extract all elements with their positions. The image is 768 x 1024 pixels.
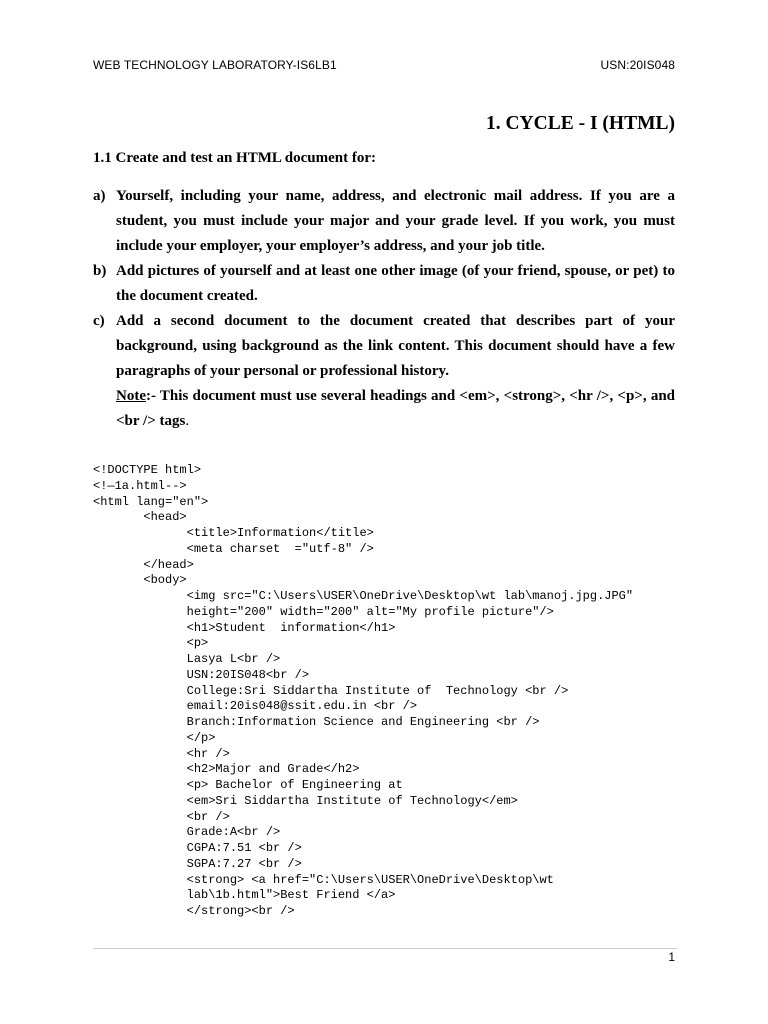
task-marker: a)	[93, 188, 106, 204]
page-number: 1	[668, 950, 675, 964]
usn-label: USN:20IS048	[600, 58, 675, 72]
note-end: .	[185, 413, 190, 429]
chapter-title: 1. CYCLE - I (HTML)	[485, 113, 675, 134]
note-text: :- This document must use several headings and <em>, <strong>, <hr />, <p>, and <br /> tags	[116, 388, 675, 429]
task-marker: b)	[93, 263, 107, 279]
page-header	[93, 58, 675, 72]
task-text: Add pictures of yourself and at least one other image (of your friend, spouse, or pet) to the document created.	[116, 263, 675, 304]
task-note	[93, 384, 675, 434]
footer-divider	[93, 948, 677, 949]
note-label: Note	[116, 388, 146, 404]
task-heading: 1.1 Create and test an HTML document for:	[93, 150, 377, 166]
task-item-c	[93, 309, 675, 384]
task-list	[93, 184, 675, 434]
code-listing: <!DOCTYPE html> <!—1a.html--> <html lang="en"> <head> <title>Information</title> <meta charset ="utf-8" /> </head> <body> <img src="C:\Users\USER\OneDrive\Desktop\wt lab\manoj.jpg.JPG" height="200" width="200" alt="My profile picture"/> <h1>Student information</h1> <p> Lasya L<br /> USN:20IS048<br /> College:Sri Siddartha Institute of Technology <br /> email:20is048@ssit.edu.in <br /> Branch:Information Science and Engineering <br /> </p> <hr /> <h2>Major and Grade</h2> <p> Bachelor of Engineering at <em>Sri Siddartha Institute of Technology</em> <br /> Grade:A<br /> CGPA:7.51 <br /> SGPA:7.27 <br /> <strong> <a href="C:\Users\USER\OneDrive\Desktop\wt lab\1b.html">Best Friend </a> </strong><br />	[93, 463, 634, 918]
task-text: Yourself, including your name, address, and electronic mail address. If you are a student, you must include your major and your grade level. If you work, you must include your employer, your employer’s address, and your job title.	[116, 188, 675, 254]
task-item-a	[93, 184, 675, 259]
task-item-b	[93, 259, 675, 309]
course-title: WEB TECHNOLOGY LABORATORY-IS6LB1	[93, 58, 337, 72]
task-marker: c)	[93, 313, 105, 329]
task-text: Add a second document to the document created that describes part of your background, using background as the link content. This document should have a few paragraphs of your personal or professional history.	[116, 313, 675, 379]
